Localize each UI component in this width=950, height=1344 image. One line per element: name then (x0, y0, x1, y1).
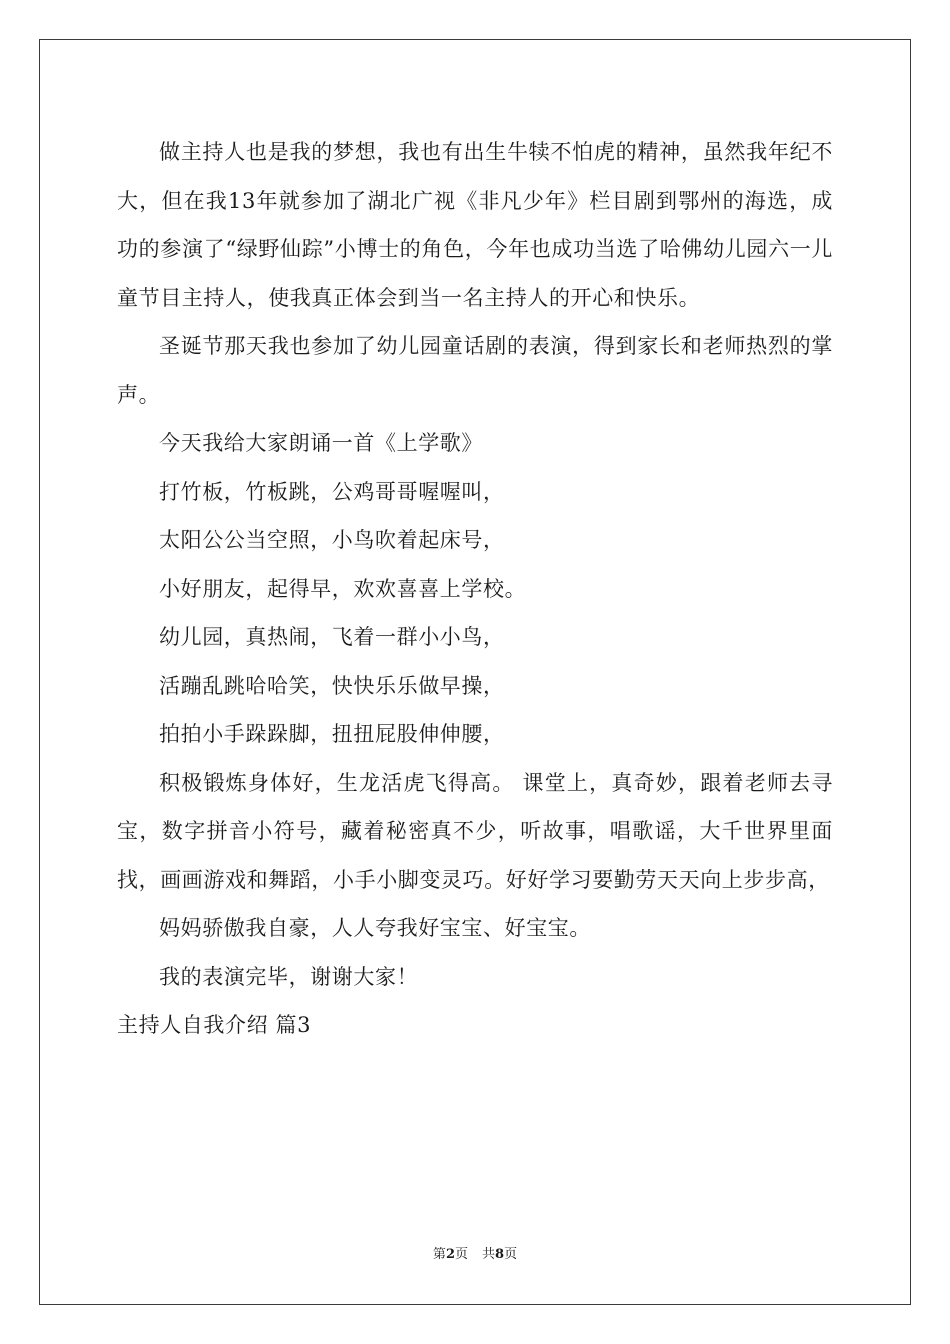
footer-page-suffix: 页 (454, 1247, 468, 1262)
poem-line: 活蹦乱跳哈哈笑，快快乐乐做早操， (159, 673, 505, 698)
footer-total-prefix: 共 (482, 1247, 496, 1262)
paragraph-closing: 我的表演完毕，谢谢大家！ (159, 964, 419, 989)
poem-line: 小好朋友，起得早，欢欢喜喜上学校。 (159, 576, 527, 601)
paragraph-host-dream: 做主持人也是我的梦想，我也有出生牛犊不怕虎的精神，虽然我年纪不大，但在我13年就参加了湖北广视《非凡少年》栏目剧到鄂州的海选，成功的参演了“绿野仙踪”小博士的角色，今年也成功当选了哈佛幼儿园六一儿童节目主持人，使我真正体会到当一名主持人的开心和快乐。 (117, 140, 833, 310)
poem-line: 拍拍小手跺跺脚，扭扭屁股伸伸腰， (159, 722, 505, 746)
footer-total-suffix: 页 (504, 1247, 518, 1262)
document-body (117, 128, 833, 1050)
footer-page-total: 8 (495, 1247, 505, 1262)
section-heading: 主持人自我介绍 篇3 (117, 1013, 312, 1037)
paragraph-poem-intro: 今天我给大家朗诵一首《上学歌》 (159, 431, 483, 455)
footer-page-current: 2 (445, 1247, 455, 1262)
paragraph-christmas: 圣诞节那天我也参加了幼儿园童话剧的表演，得到家长和老师热烈的掌声。 (117, 334, 833, 407)
poem-line: 太阳公公当空照，小鸟吹着起床号， (159, 528, 505, 552)
poem-line: 妈妈骄傲我自豪，人人夸我好宝宝、好宝宝。 (159, 916, 591, 940)
footer-page-prefix: 第 (432, 1247, 446, 1262)
poem-line: 打竹板，竹板跳，公鸡哥哥喔喔叫， (159, 479, 505, 504)
poem-line: 幼儿园，真热闹，飞着一群小小鸟， (159, 625, 505, 649)
page-footer (0, 1247, 950, 1263)
poem-stanza-long: 积极锻炼身体好，生龙活虎飞得高。 课堂上，真奇妙，跟着老师去寻宝，数字拼音小符号，藏着秘密真不少，听故事，唱歌谣，大千世界里面找，画画游戏和舞蹈，小手小脚变灵巧。好好学习要勤劳天天向上步步高， (117, 770, 833, 892)
